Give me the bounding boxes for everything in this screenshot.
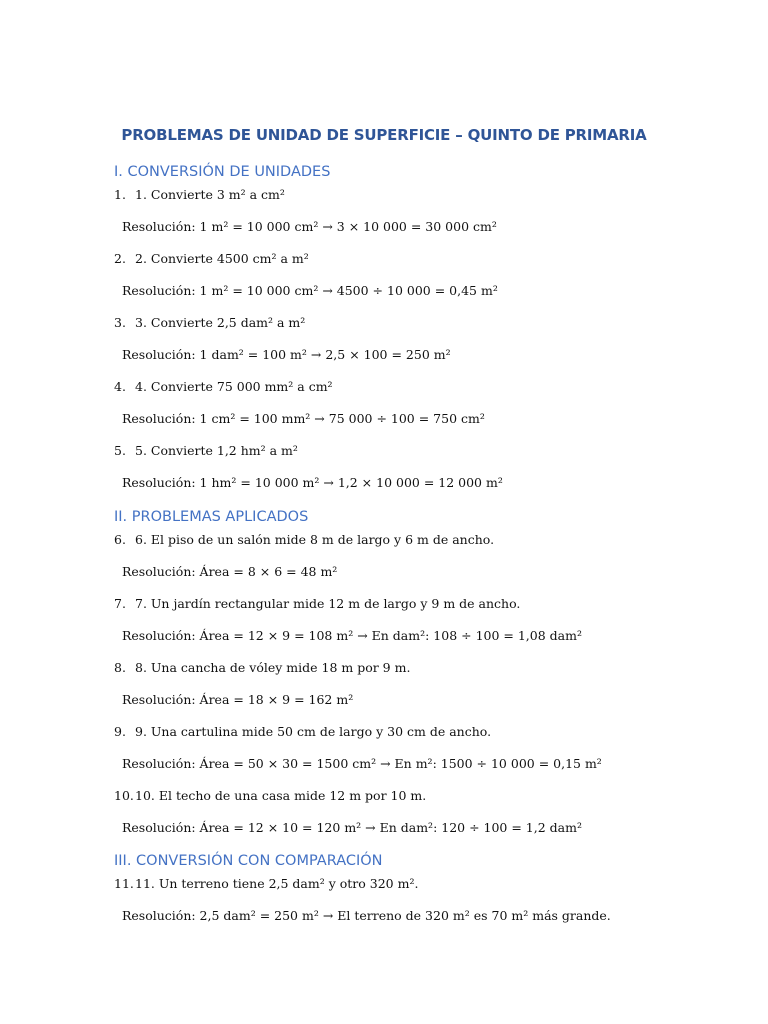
problem-item bbox=[114, 315, 305, 330]
problem-item bbox=[114, 443, 298, 458]
problem-item bbox=[114, 379, 333, 394]
resolution-text: Resolución: 1 hm² = 10 000 m² → 1,2 × 10 000 = 12 000 m² bbox=[122, 475, 503, 490]
problem-item bbox=[114, 788, 426, 803]
problem-number: 4. bbox=[114, 379, 126, 394]
problem-text: 5. Convierte 1,2 hm² a m² bbox=[135, 443, 298, 458]
problem-number: 3. bbox=[114, 315, 126, 330]
problem-text: 9. Una cartulina mide 50 cm de largo y 30 cm de ancho. bbox=[135, 724, 492, 739]
problem-number: 2. bbox=[114, 251, 126, 266]
problem-number: 10. bbox=[114, 788, 134, 803]
problem-item bbox=[114, 724, 491, 739]
problem-number: 1. bbox=[114, 187, 126, 202]
resolution-text: Resolución: 2,5 dam² = 250 m² → El terreno de 320 m² es 70 m² más grande. bbox=[122, 908, 611, 923]
section-heading-applied: II. PROBLEMAS APLICADOS bbox=[114, 509, 309, 525]
section-heading-conversion: I. CONVERSIÓN DE UNIDADES bbox=[114, 164, 331, 180]
problem-text: 6. El piso de un salón mide 8 m de largo y 6 m de ancho. bbox=[135, 532, 495, 547]
problem-text: 8. Una cancha de vóley mide 18 m por 9 m. bbox=[135, 660, 411, 675]
problem-item bbox=[114, 596, 520, 611]
resolution-text: Resolución: 1 m² = 10 000 cm² → 4500 ÷ 10 000 = 0,45 m² bbox=[122, 283, 498, 298]
section-heading-comparison: III. CONVERSIÓN CON COMPARACIÓN bbox=[114, 853, 383, 869]
problem-text: 11. Un terreno tiene 2,5 dam² y otro 320 m². bbox=[135, 876, 419, 891]
problem-text: 7. Un jardín rectangular mide 12 m de largo y 9 m de ancho. bbox=[135, 596, 521, 611]
page-title: PROBLEMAS DE UNIDAD DE SUPERFICIE – QUINTO DE PRIMARIA bbox=[121, 126, 647, 144]
problem-number: 9. bbox=[114, 724, 126, 739]
problem-text: 3. Convierte 2,5 dam² a m² bbox=[135, 315, 306, 330]
problem-number: 7. bbox=[114, 596, 126, 611]
problem-item bbox=[114, 532, 494, 547]
problem-text: 2. Convierte 4500 cm² a m² bbox=[135, 251, 309, 266]
problem-text: 1. Convierte 3 m² a cm² bbox=[135, 187, 285, 202]
resolution-text: Resolución: Área = 8 × 6 = 48 m² bbox=[122, 564, 338, 579]
resolution-text: Resolución: Área = 50 × 30 = 1500 cm² → En m²: 1500 ÷ 10 000 = 0,15 m² bbox=[122, 756, 602, 771]
resolution-text: Resolución: Área = 18 × 9 = 162 m² bbox=[122, 692, 354, 707]
problem-item bbox=[114, 660, 410, 675]
problem-number: 11. bbox=[114, 876, 134, 891]
resolution-text: Resolución: Área = 12 × 9 = 108 m² → En dam²: 108 ÷ 100 = 1,08 dam² bbox=[122, 628, 582, 643]
problem-text: 4. Convierte 75 000 mm² a cm² bbox=[135, 379, 333, 394]
resolution-text: Resolución: 1 dam² = 100 m² → 2,5 × 100 = 250 m² bbox=[122, 347, 451, 362]
problem-item bbox=[114, 876, 418, 891]
problem-number: 8. bbox=[114, 660, 126, 675]
resolution-text: Resolución: 1 m² = 10 000 cm² → 3 × 10 000 = 30 000 cm² bbox=[122, 219, 497, 234]
problem-item bbox=[114, 187, 285, 202]
problem-text: 10. El techo de una casa mide 12 m por 10 m. bbox=[135, 788, 427, 803]
resolution-text: Resolución: Área = 12 × 10 = 120 m² → En dam²: 120 ÷ 100 = 1,2 dam² bbox=[122, 820, 582, 835]
resolution-text: Resolución: 1 cm² = 100 mm² → 75 000 ÷ 100 = 750 cm² bbox=[122, 411, 485, 426]
problem-item bbox=[114, 251, 309, 266]
problem-number: 6. bbox=[114, 532, 126, 547]
problem-number: 5. bbox=[114, 443, 126, 458]
